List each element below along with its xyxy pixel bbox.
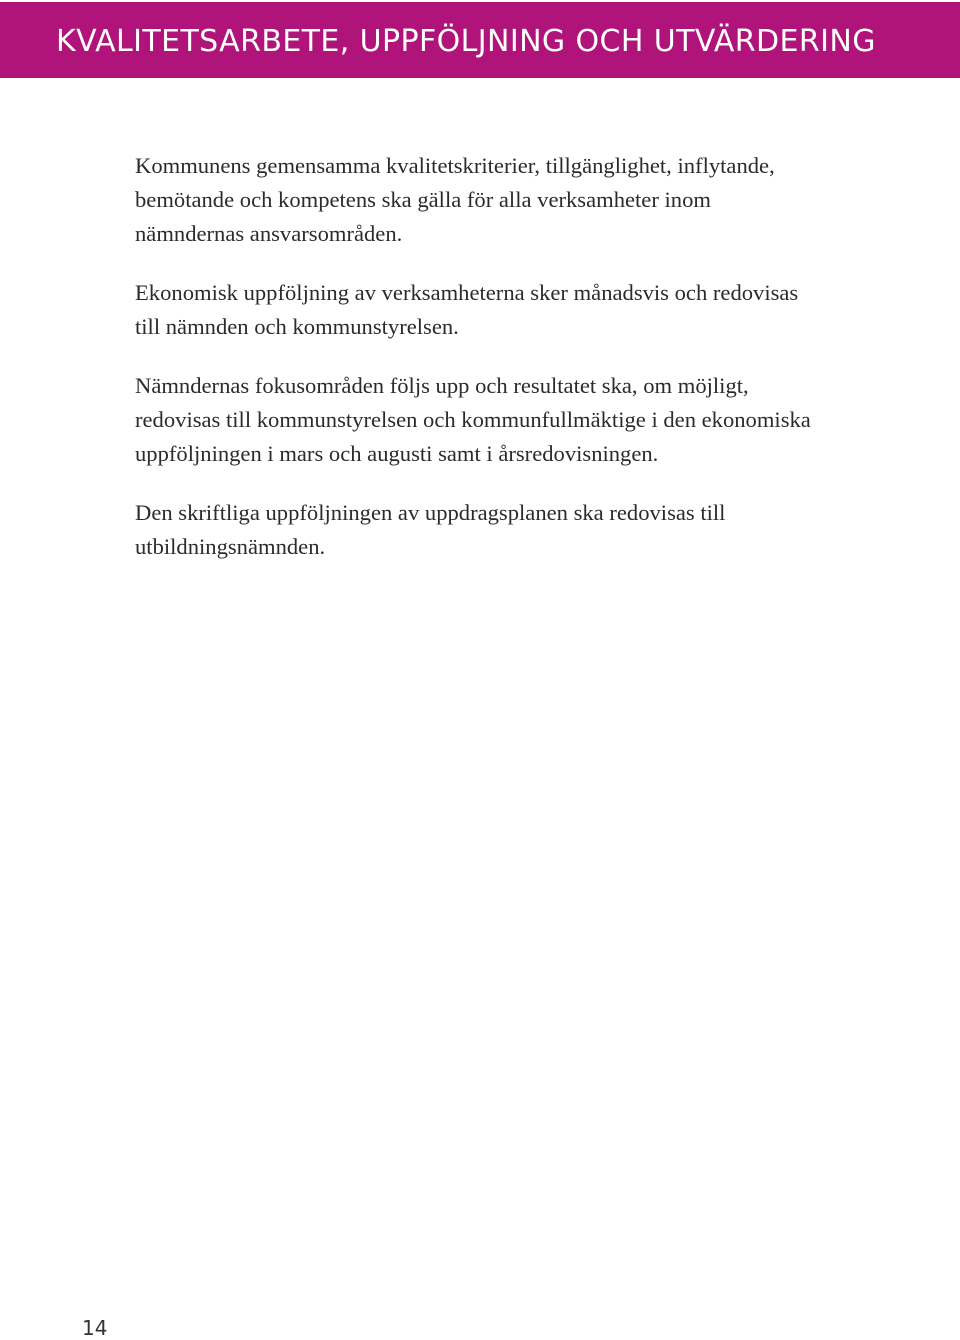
text-line: nämndernas ansvarsområden. [135, 221, 403, 246]
text-line: Nämndernas fokusområden följs upp och resultatet ska, om möjligt, [135, 373, 749, 398]
page-number: 14 [82, 1316, 108, 1340]
text-line: utbildningsnämnden. [135, 534, 326, 559]
paragraph-economic-follow-up [135, 276, 955, 344]
text-line: Ekonomisk uppföljning av verksamheterna sker månadsvis och redovisas [135, 280, 799, 305]
text-line: redovisas till kommunstyrelsen och kommunfullmäktige i den ekonomiska [135, 407, 811, 432]
section-title: KVALITETSARBETE, UPPFÖLJNING OCH UTVÄRDERING [56, 24, 876, 59]
paragraph-written-follow-up [135, 496, 955, 564]
text-line: till nämnden och kommunstyrelsen. [135, 314, 459, 339]
text-line: bemötande och kompetens ska gälla för alla verksamheter inom [135, 187, 711, 212]
text-line: Den skriftliga uppföljningen av uppdragsplanen ska redovisas till [135, 500, 726, 525]
paragraph-focus-areas [135, 369, 955, 471]
body-text [135, 149, 955, 589]
paragraph-quality-criteria [135, 149, 955, 251]
text-line: Kommunens gemensamma kvalitetskriterier, tillgänglighet, inflytande, [135, 153, 775, 178]
text-line: uppföljningen i mars och augusti samt i årsredovisningen. [135, 441, 659, 466]
section-header-band [0, 2, 960, 78]
